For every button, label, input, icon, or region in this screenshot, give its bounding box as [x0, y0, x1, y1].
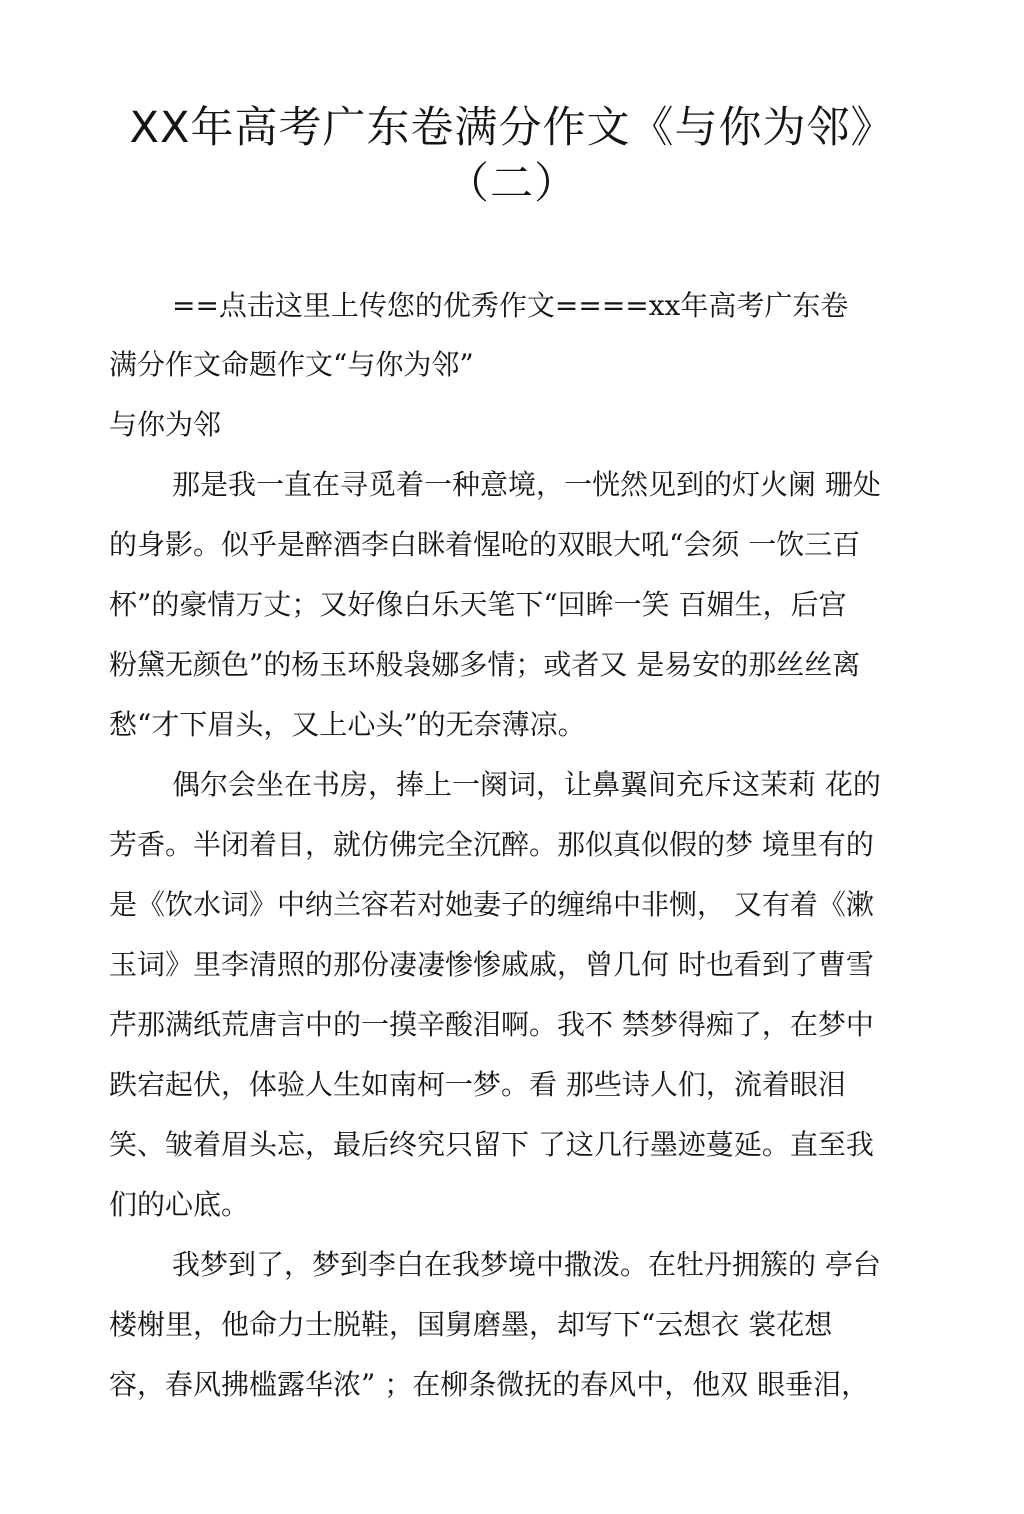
text-line: 杯”的豪情万丈；又好像白乐天笔下“回眸一笑 百媚生，后宫 [109, 588, 847, 621]
text-line: 的身影。似乎是醉酒李白眯着惺呛的双眼大吼“会须 一饮三百 [109, 528, 861, 561]
text-line: 那是我一直在寻觅着一种意境，一恍然见到的灯火阑 珊处 [172, 468, 881, 501]
text-line: 玉词》里李清照的那份凄凄惨惨戚戚，曾几何 时也看到了曹雪 [109, 948, 874, 981]
text-line: 们的心底。 [109, 1188, 250, 1221]
document-subtitle: （二） [446, 159, 578, 209]
text-line: 偶尔会坐在书房，捧上一阕词，让鼻翼间充斥这茉莉 花的 [172, 768, 881, 801]
text-line: 跌宕起伏，体验人生如南柯一梦。看 那些诗人们，流着眼泪 [109, 1068, 846, 1101]
document-title: XX年高考广东卷满分作文《与你为邻》 [129, 103, 895, 153]
text-line: ==点击这里上传您的优秀作文====xx年高考广东卷 [172, 289, 849, 322]
text-line: 芳香。半闭着目，就仿佛完全沉醉。那似真似假的梦 境里有的 [109, 828, 874, 861]
text-line: 是《饮水词》中纳兰容若对她妻子的缠绵中非恻， 又有着《漱 [109, 888, 874, 921]
text-line: 笑、皱着眉头忘，最后终究只留下 了这几行墨迹蔓延。直至我 [109, 1128, 874, 1161]
text-line: 愁“才下眉头，又上心头”的无奈薄凉。 [109, 708, 586, 741]
text-line: 我梦到了，梦到李白在我梦境中撒泼。在牡丹拥簇的 亭台 [172, 1248, 881, 1281]
text-line: 满分作文命题作文“与你为邻” [109, 348, 474, 381]
text-line: 粉黛无颜色”的杨玉环般袅娜多情；或者又 是易安的那丝丝离 [109, 648, 861, 681]
text-line: 与你为邻 [109, 408, 222, 441]
text-line: 容，春风拂槛露华浓” ；在柳条微抚的春风中，他双 眼垂泪， [109, 1368, 870, 1401]
text-line: 芹那满纸荒唐言中的一摸辛酸泪啊。我不 禁梦得痴了，在梦中 [109, 1008, 874, 1041]
text-line: 楼榭里，他命力士脱鞋，国舅磨墨，却写下“云想衣 裳花想 [109, 1308, 833, 1341]
